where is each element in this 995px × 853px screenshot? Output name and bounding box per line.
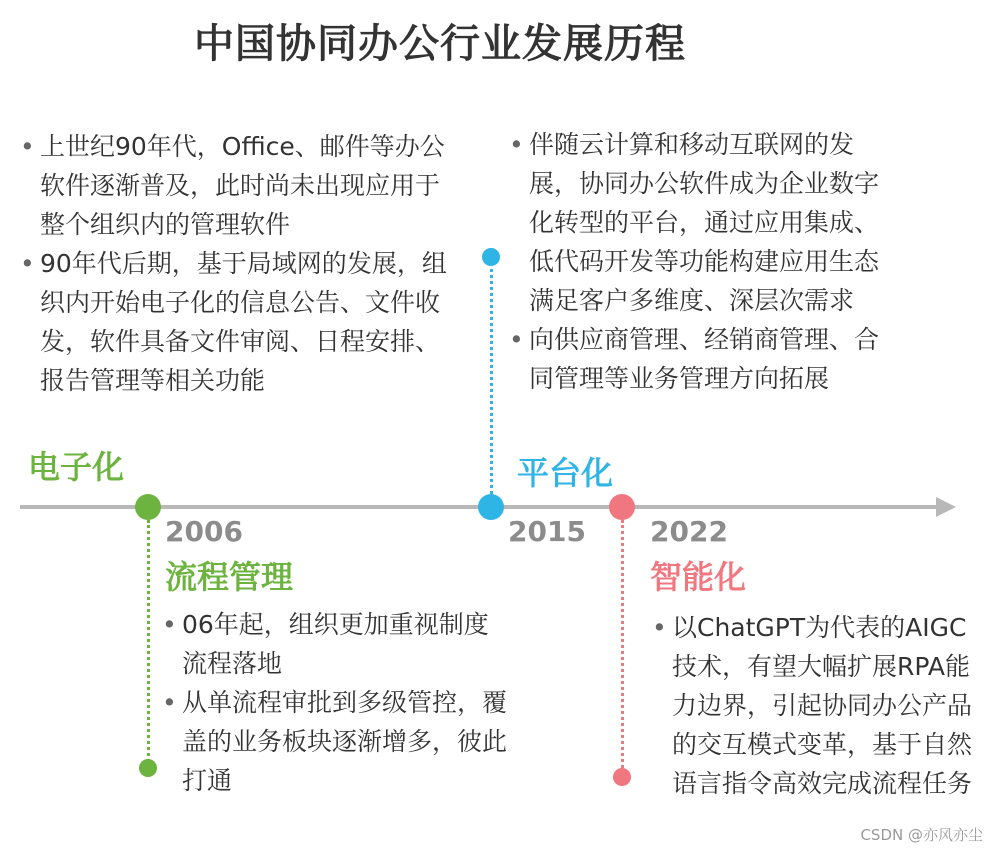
connector-line-2006 (147, 520, 150, 768)
page-title: 中国协同办公行业发展历程 (194, 21, 686, 67)
stage-label-intelligent: 智能化 (650, 558, 747, 596)
milestone-dot-2006 (135, 494, 161, 520)
list-item: • 06年起，组织更加重视制度流程落地 (162, 605, 507, 683)
list-item: • 向供应商管理、经销商管理、合同管理等业务管理方向拓展 (509, 320, 899, 398)
stage-label-platform: 平台化 (517, 454, 614, 492)
end-dot-2022 (613, 768, 631, 786)
list-item: • 上世纪90年代，Office、邮件等办公软件逐渐普及，此时尚未出现应用于整个组织内的管理软件 (20, 127, 460, 244)
axis-arrow-icon (936, 497, 956, 517)
year-2022: 2022 (650, 515, 728, 548)
list-item: • 从单流程审批到多级管控，覆盖的业务板块逐渐增多，彼此打通 (162, 683, 507, 800)
year-2015: 2015 (508, 515, 586, 548)
list-item: • 90年代后期，基于局域网的发展，组织内开始电子化的信息公告、文件收发，软件具备文件审阅、日程安排、报告管理等相关功能 (20, 244, 460, 400)
electronic-points (20, 127, 460, 400)
stage-label-process: 流程管理 (165, 558, 294, 596)
end-dot-2015 (482, 248, 500, 266)
intelligent-points (652, 608, 982, 803)
connector-line-2015 (490, 262, 493, 494)
stage-label-electronic: 电子化 (28, 448, 125, 486)
milestone-dot-2015 (478, 494, 504, 520)
end-dot-2006 (139, 759, 157, 777)
milestone-dot-2022 (609, 494, 635, 520)
year-2006: 2006 (165, 515, 243, 548)
list-item: • 以ChatGPT为代表的AIGC技术，有望大幅扩展RPA能力边界，引起协同办公产品的交互模式变革，基于自然语言指令高效完成流程任务 (652, 608, 982, 803)
process-points (162, 605, 507, 800)
list-item: • 伴随云计算和移动互联网的发展，协同办公软件成为企业数字化转型的平台，通过应用集成、低代码开发等功能构建应用生态满足客户多维度、深层次需求 (509, 125, 899, 320)
watermark: CSDN @亦风亦尘 (860, 826, 983, 844)
platform-points (509, 125, 899, 398)
connector-line-2022 (621, 520, 624, 768)
